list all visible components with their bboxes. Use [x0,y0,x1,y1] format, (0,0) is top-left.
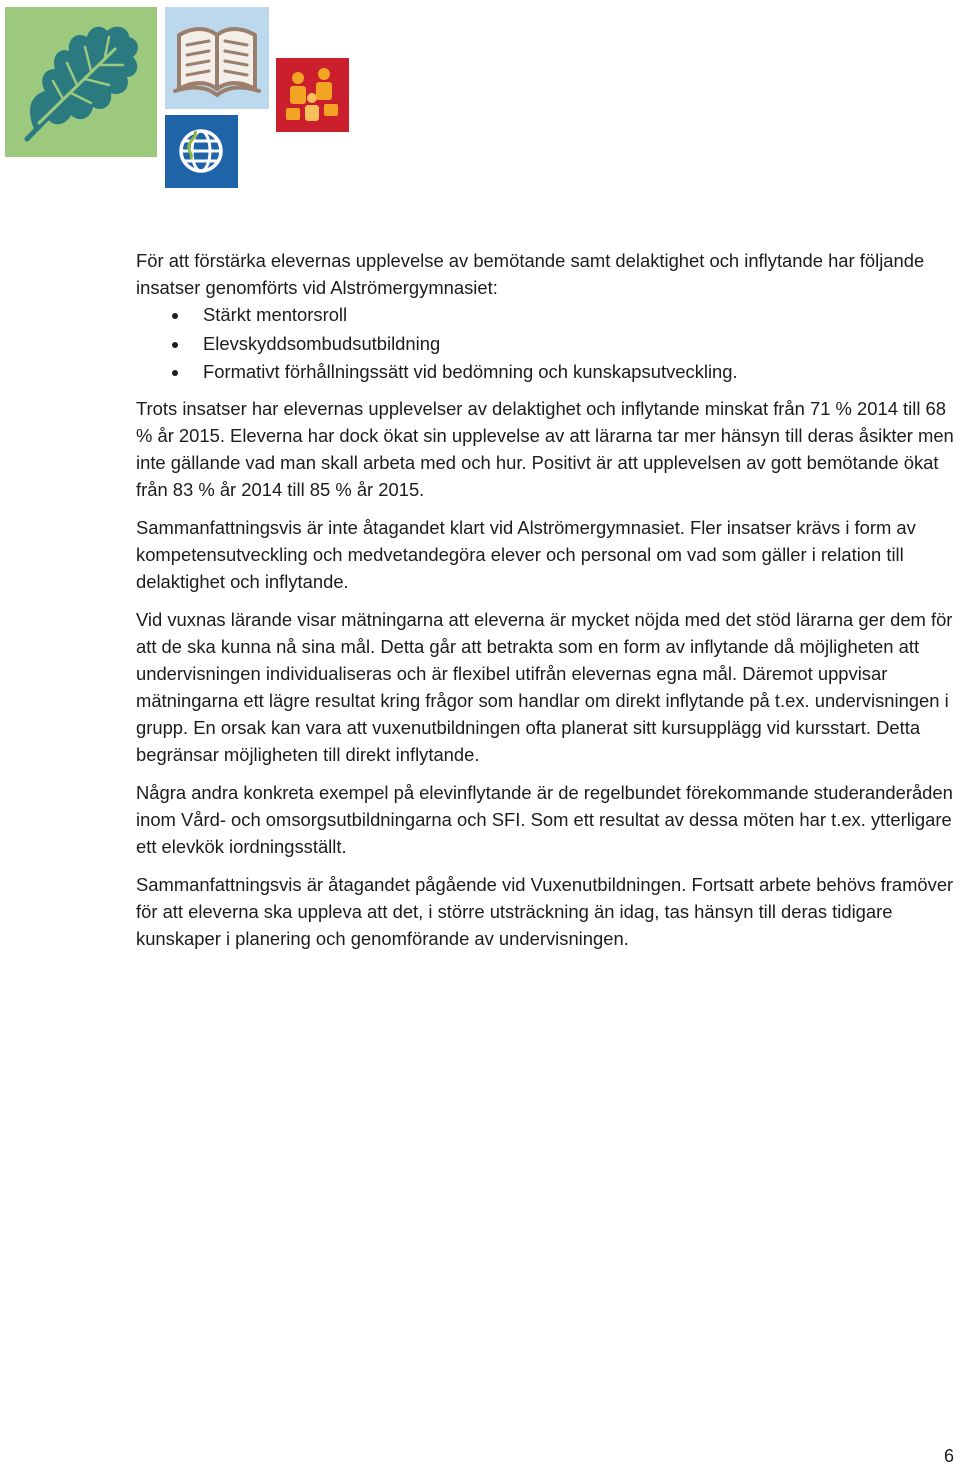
list-item-text: Stärkt mentorsroll [203,304,348,325]
document-body [136,247,954,963]
bullet-icon [172,313,178,319]
list-item [136,301,954,330]
bullet-list [136,301,954,387]
intro-paragraph: För att förstärka elevernas upplevelse av bemötande samt delaktighet och inflytande har följande insatser genomförts vid Alströmergymnasiet: [136,250,925,298]
bullet-icon [172,342,178,348]
people-icon [276,58,349,132]
list-item-text: Elevskyddsombudsutbildning [203,332,441,354]
list-item [136,330,954,359]
paragraph: Vid vuxnas lärande visar mätningarna att eleverna är mycket nöjda med det stöd lärarna ger dem för att de ska kunna nå sina mål. Detta går att betrakta som en form av inflytande då möjligheten att undervisningen individualiseras och är flexibel utifrån elevernas egna mål. Däremot uppvisar mätningarna ett lägre resultat kring frågor som handlar om direkt inflytande på t.ex. undervisningen i grupp. En orsak kan vara att vuxenutbildningen ofta planerat sitt kursupplägg vid kursstart. Detta begränsar möjligheten till direkt inflytande. [136,608,953,765]
page-number: 6 [943,1446,954,1466]
paragraph: Sammanfattningsvis är åtagandet pågående vid Vuxenutbildningen. Fortsatt arbete behövs framöver för att eleverna ska uppleva att det, i större utsträckning än idag, tas hänsyn till deras tidigare kunskaper i planering och genomförande av undervisningen. [136,873,954,949]
globe-icon [165,115,238,188]
paragraph: Trots insatser har elevernas upplevelser av delaktighet och inflytande minskat från 71 % 2014 till 68 % år 2015. Eleverna har dock ökat sin upplevelse av att lärarna tar mer hänsyn till deras åsikter men inte gällande vad man skall arbeta med och hur. Positivt är att upplevelsen av gott bemötande ökat från 83 % år 2014 till 85 % år 2015. [136,397,954,500]
oak-leaf-icon [5,7,157,157]
open-book-icon [165,7,269,109]
header-logo [0,0,360,200]
list-item [136,358,954,387]
paragraph: Några andra konkreta exempel på elevinflytande är de regelbundet förekommande studeranderåden inom Vård- och omsorgsutbildningarna och SFI. Som ett resultat av dessa möten har t.ex. ytterligare ett elevkök iordningsställt. [136,781,953,857]
list-item-text: Formativt förhållningssätt vid bedömning och kunskapsutveckling. [203,361,738,382]
bullet-icon [172,370,178,376]
paragraph: Sammanfattningsvis är inte åtagandet klart vid Alströmergymnasiet. Fler insatser krävs i form av kompetensutveckling och medvetandegöra elever och personal om vad som gäller i relation till delaktighet och inflytande. [136,516,916,592]
